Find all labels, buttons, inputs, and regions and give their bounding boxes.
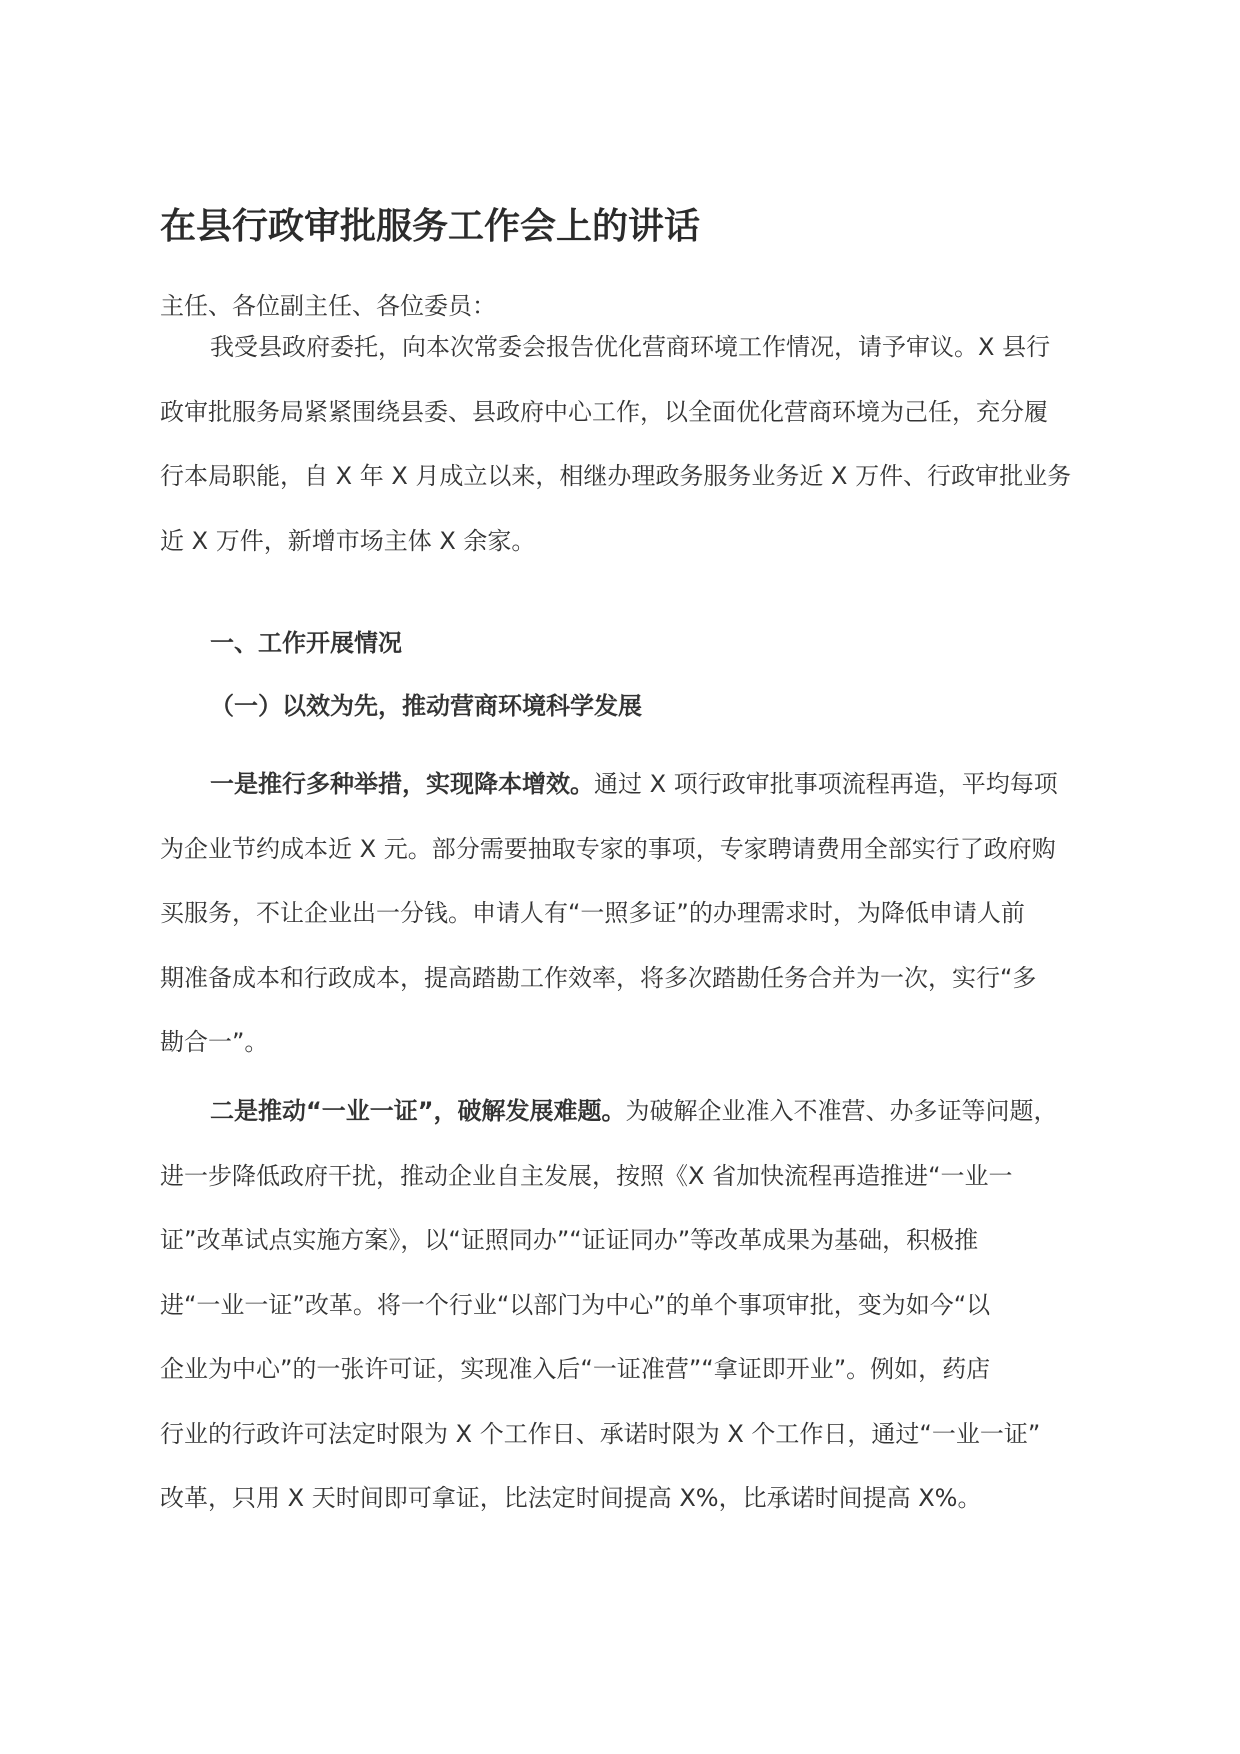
paragraph-line: 企业为中心”的一张许可证，实现准入后“一证准营”“拿证即开业”。例如，药店 bbox=[160, 1355, 991, 1383]
paragraph-line: 行业的行政许可法定时限为 X 个工作日、承诺时限为 X 个工作日，通过“一业一证” bbox=[160, 1419, 1041, 1448]
document-title: 在县行政审批服务工作会上的讲话 bbox=[160, 206, 701, 247]
point-lead: 一是推行多种举措，实现降本增效。 bbox=[210, 770, 594, 798]
paragraph-line: 进“一业一证”改革。将一个行业“以部门为中心”的单个事项审批，变为如今“以 bbox=[160, 1290, 991, 1319]
section-heading: 一、工作开展情况 bbox=[210, 629, 402, 657]
point-text: 通过 X 项行政审批事项流程再造，平均每项 bbox=[594, 770, 1058, 798]
point-lead: 二是推动“一业一证”，破解发展难题。 bbox=[210, 1097, 626, 1125]
paragraph-line: 期准备成本和行政成本，提高踏勘工作效率，将多次踏勘任务合并为一次，实行“多 bbox=[160, 963, 1037, 992]
paragraph-line: 买服务，不让企业出一分钱。申请人有“一照多证”的办理需求时，为降低申请人前 bbox=[160, 899, 1025, 927]
point-two-paragraph bbox=[160, 1079, 1120, 1531]
paragraph-line: 行本局职能，自 X 年 X 月成立以来，相继办理政务服务业务近 X 万件、行政审批业务 bbox=[160, 462, 1072, 490]
document-page bbox=[160, 0, 1120, 1754]
paragraph-line: 进一步降低政府干扰，推动企业自主发展，按照《X 省加快流程再造推进“一业一 bbox=[160, 1161, 1013, 1190]
point-one-paragraph bbox=[160, 752, 1120, 1075]
paragraph-line: 证”改革试点实施方案》，以“证照同办”“证证同办”等改革成果为基础，积极推 bbox=[160, 1226, 979, 1254]
paragraph-line: 政审批服务局紧紧围绕县委、县政府中心工作，以全面优化营商环境为己任，充分履 bbox=[160, 397, 1048, 426]
intro-paragraph bbox=[160, 315, 1120, 573]
paragraph-line: 近 X 万件，新增市场主体 X 余家。 bbox=[160, 526, 536, 555]
paragraph-line: 改革，只用 X 天时间即可拿证，比法定时间提高 X%，比承诺时间提高 X%。 bbox=[160, 1484, 982, 1512]
paragraph-line: 勘合一”。 bbox=[160, 1028, 269, 1056]
subsection-heading: （一）以效为先，推动营商环境科学发展 bbox=[210, 692, 642, 720]
paragraph-line: 为企业节约成本近 X 元。部分需要抽取专家的事项，专家聘请费用全部实行了政府购 bbox=[160, 834, 1056, 863]
point-text: 为破解企业准入不准营、办多证等问题， bbox=[625, 1097, 1058, 1125]
paragraph-line bbox=[160, 1079, 1120, 1144]
paragraph-line: 我受县政府委托，向本次常委会报告优化营商环境工作情况，请予审议。X 县行 bbox=[210, 333, 1051, 361]
paragraph-line bbox=[160, 752, 1120, 817]
salutation: 主任、各位副主任、各位委员： bbox=[160, 292, 496, 320]
